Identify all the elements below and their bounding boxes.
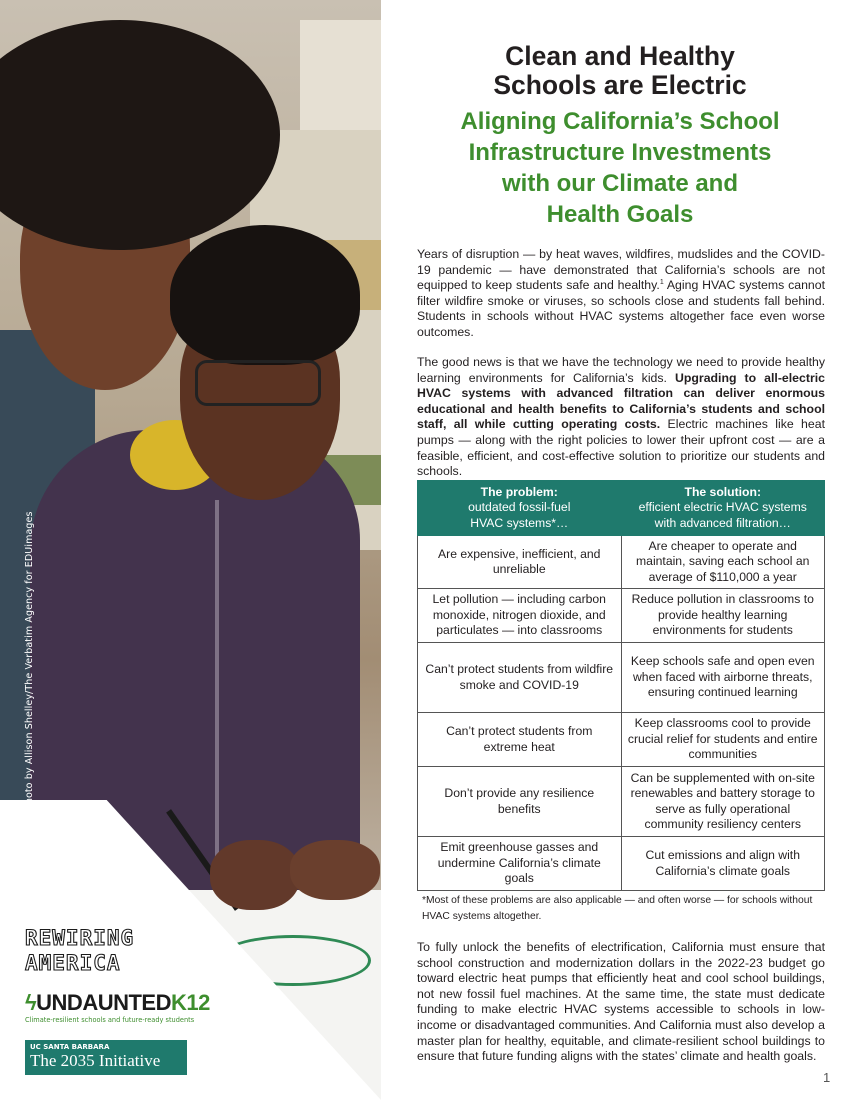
solution-cell: Are cheaper to operate and maintain, saving each school an average of $110,000 a year	[621, 536, 825, 589]
photo-glasses	[195, 360, 321, 406]
rewiring-logo-line2: AMERICA	[25, 951, 121, 975]
photo-student-right-hair	[170, 225, 360, 365]
rewiring-america-logo	[25, 926, 134, 976]
intro-text: Years of disruption — by heat waves, wildfires, mudslides and the COVID-19 pandemic — have demonstrated that California’s schools are not equipped to keep students safe and healthy.	[417, 247, 825, 293]
solution-subheading: efficient electric HVAC systems	[638, 500, 807, 515]
undaunted-logo-k12: K12	[170, 990, 210, 1015]
solution-cell: Reduce pollution in classrooms to provide healthy learning environments for students	[621, 589, 825, 643]
page-number: 1	[823, 1070, 831, 1085]
title-line: Schools are Electric	[493, 70, 747, 100]
problem-cell: Emit greenhouse gasses and undermine California’s climate goals	[418, 837, 622, 891]
ucsb-2035-initiative-logo	[25, 1040, 187, 1075]
problem-cell: Let pollution — including carbon monoxide, nitrogen dioxide, and particulates — into classrooms	[418, 589, 622, 643]
intro-bold-text: Upgrading to all-electric HVAC systems with advanced filtration can deliver enormous educational and health benefits to California’s students and school staff, all while cutting operating costs.	[417, 370, 825, 432]
solution-subheading: with advanced filtration…	[654, 515, 791, 530]
photo-hand	[210, 840, 300, 910]
problem-column-header	[418, 481, 622, 536]
intro-text: The good news is that we have the technology we need to provide healthy learning environments for California’s kids.	[417, 355, 825, 385]
table-row	[418, 767, 825, 837]
intro-text: Electric machines like heat pumps — along with the right policies to lower their upfront cost — are a feasible, efficient, and cost-effective solution to prioritize our students and schools.	[417, 417, 825, 479]
photo-hand	[290, 840, 380, 900]
rewiring-logo-line1: REWIRING	[25, 926, 135, 950]
problem-heading: The problem:	[480, 484, 558, 499]
subtitle-line: with our Climate and	[501, 170, 738, 197]
problem-subheading: HVAC systems*…	[470, 515, 569, 530]
solution-cell: Cut emissions and align with California’s climate goals	[621, 837, 825, 891]
problem-solution-table	[417, 480, 825, 891]
problem-cell: Are expensive, inefficient, and unreliable	[418, 536, 622, 589]
subtitle-line: Infrastructure Investments	[468, 139, 772, 166]
solution-cell: Can be supplemented with on-site renewables and battery storage to serve as fully operational community resiliency centers	[621, 767, 825, 837]
table-row	[418, 643, 825, 713]
subtitle-line: Health Goals	[546, 201, 694, 228]
page-subtitle	[420, 106, 820, 230]
photo-credit: Photo by Allison Shelley/The Verbatim Agency for EDUimages	[24, 511, 35, 810]
table-header-row	[418, 481, 825, 536]
problem-cell: Can’t protect students from extreme heat	[418, 713, 622, 767]
undaunted-k12-logo	[25, 990, 210, 1024]
solution-cell: Keep schools safe and open even when faced with airborne threats, ensuring continued learning	[621, 643, 825, 713]
problem-cell: Can’t protect students from wildfire smoke and COVID-19	[418, 643, 622, 713]
solution-cell: Keep classrooms cool to provide crucial relief for students and entire communities	[621, 713, 825, 767]
table-row	[418, 589, 825, 643]
subtitle-line: Aligning California’s School	[460, 108, 780, 135]
table-row	[418, 713, 825, 767]
table-footnote: *Most of these problems are also applicable — and often worse — for schools without HVAC systems altogether.	[422, 895, 813, 922]
undaunted-logo-word: UNDAUNTED	[36, 990, 171, 1015]
solution-heading: The solution:	[684, 484, 761, 499]
footnote-ref: 1	[659, 279, 664, 287]
photo-student-left-hair	[0, 20, 280, 250]
page-title	[420, 42, 820, 100]
intro-text: Aging HVAC systems cannot filter wildfire smoke or viruses, so schools close and students fall behind. Students in schools without HVAC systems altogether face even worse outcomes.	[417, 278, 826, 339]
title-line: Clean and Healthy	[505, 41, 735, 71]
photo-wall-poster	[300, 20, 381, 140]
ucsb-logo-big-text: The 2035 Initiative	[30, 1051, 161, 1070]
solution-column-header	[621, 481, 825, 536]
problem-cell: Don’t provide any resilience benefits	[418, 767, 622, 837]
intro-paragraph-2	[417, 355, 825, 480]
undaunted-logo-tagline: Climate-resilient schools and future-ready students	[25, 1016, 195, 1024]
closing-paragraph: To fully unlock the benefits of electrification, California must ensure that school construction and modernization dollars in the 2022-23 budget go toward electric heat pumps that efficiently heat and cool school buildings, not new fossil fuel machines. At the same time, the state must dedicate funding to make electric HVAC systems accessible to schools in low-income or disadvantaged communities. And California must also develop a master plan for healthy, equitable, and climate-resilient school buildings to ensure that future funding aligns with the states’ climate and health goals.	[417, 940, 825, 1064]
table-row	[418, 536, 825, 589]
intro-paragraph-1	[417, 247, 825, 341]
table-row	[418, 837, 825, 891]
ucsb-logo-small-text: UC SANTA BARBARA	[30, 1043, 110, 1051]
photo-hoodie-zipper	[215, 500, 219, 880]
problem-subheading: outdated fossil-fuel	[468, 500, 571, 515]
lightning-bolt-icon: ϟ	[25, 990, 37, 1015]
cover-photo	[0, 0, 381, 1100]
